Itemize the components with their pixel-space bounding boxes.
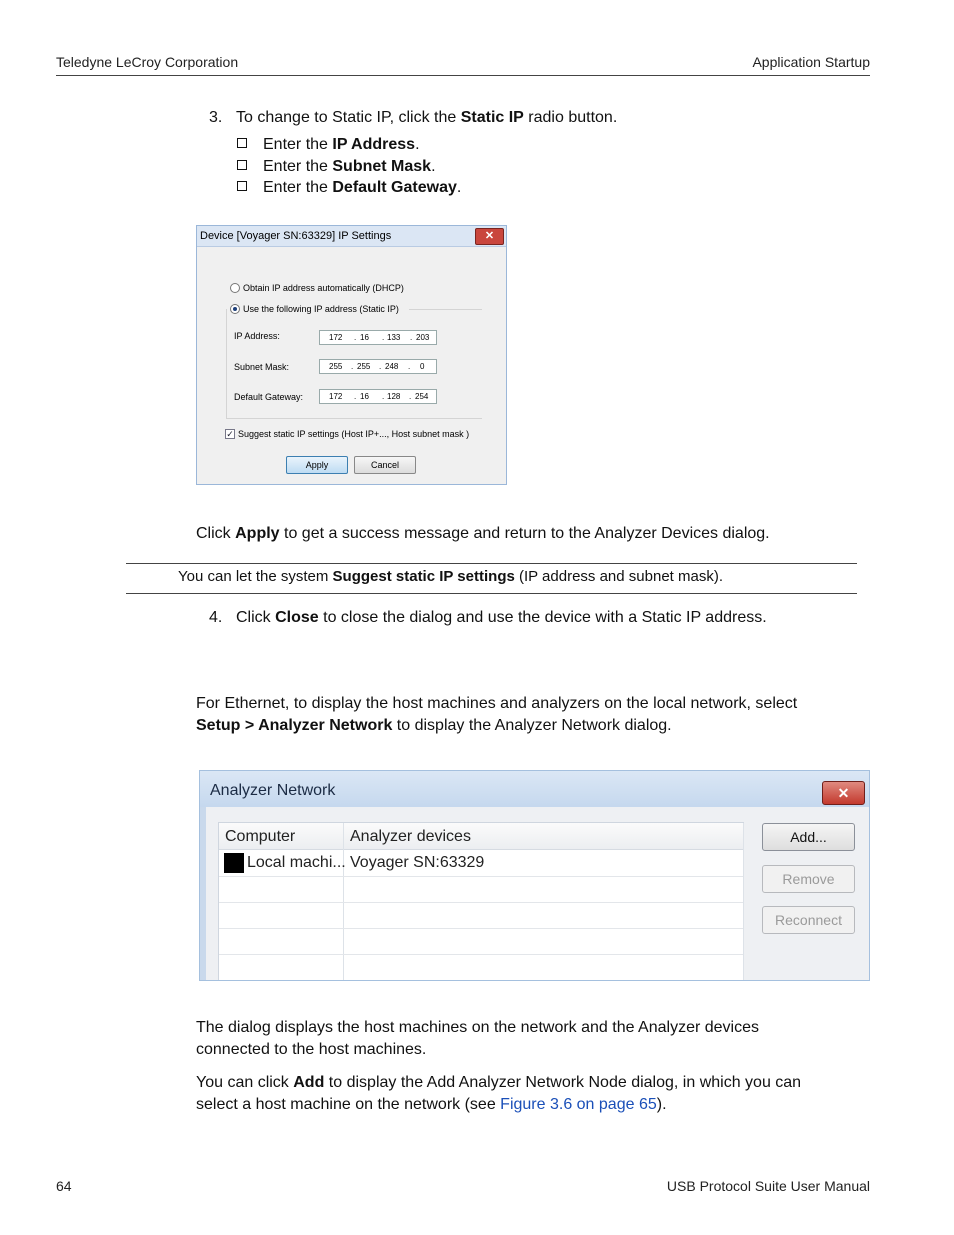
footer-title: USB Protocol Suite User Manual [666, 1178, 870, 1194]
gw-octet: 254 [415, 392, 429, 401]
note-pre: You can let the system [178, 568, 333, 585]
checkbox-bullet-icon [237, 181, 247, 191]
step4-text [236, 607, 767, 629]
gw-octet: 128 [387, 392, 401, 401]
apply-paragraph [196, 523, 770, 545]
ip-address-field[interactable]: 172 . 16 . 133 . 203 [319, 330, 437, 345]
reconnect-button[interactable]: Reconnect [762, 906, 855, 934]
ethernet-post: to display the Analyzer Network dialog. [392, 717, 672, 734]
bullet-post: . [456, 179, 462, 196]
default-gateway-field[interactable]: 172 . 16 . 128 . 254 [319, 389, 437, 404]
ethernet-line-1: For Ethernet, to display the host machines and analyzers on the local network, select [196, 695, 798, 712]
dialog-title: Device [Voyager SN:63329] IP Settings [197, 226, 506, 247]
mask-octet: 0 [420, 362, 425, 371]
header-rule [56, 75, 870, 76]
close-icon[interactable]: ✕ [822, 781, 865, 805]
ip-octet: 172 [329, 333, 343, 342]
note-text [178, 567, 723, 587]
analyzer-network-dialog [199, 770, 870, 981]
mask-octet: 255 [329, 362, 343, 371]
apply-post: to get a success message and return to the Analyzer Devices dialog. [279, 525, 770, 542]
group-bottom-border [226, 418, 482, 419]
note-post: (IP address and subnet mask). [514, 568, 723, 585]
close-icon[interactable]: ✕ [475, 228, 504, 245]
bullet-post: . [431, 158, 436, 175]
dhcp-label: Obtain IP address automatically (DHCP) [243, 283, 404, 293]
figure-link[interactable]: Figure 3.6 on page 65 [500, 1096, 657, 1113]
note-top-rule [126, 563, 857, 564]
header-right: Application Startup [752, 54, 870, 70]
step3-post: radio button. [523, 109, 618, 126]
network-grid[interactable] [218, 822, 744, 981]
row-device: Voyager SN:63329 [350, 854, 485, 871]
row-computer: Local machi... [247, 854, 346, 871]
add-post: to display the Add Analyzer Network Node dialog, in which you can [324, 1074, 802, 1091]
mask-octet: 255 [357, 362, 371, 371]
header-left: Teledyne LeCroy Corporation [56, 54, 239, 70]
bullet-bold: Default Gateway [332, 179, 457, 196]
table-row-empty [219, 929, 743, 955]
ethernet-bold: Setup > Analyzer Network [196, 717, 393, 734]
mask-octet: 248 [385, 362, 399, 371]
step4-pre: Click [236, 609, 276, 626]
gw-octet: 172 [329, 392, 343, 401]
grid-header [219, 823, 743, 850]
bullet-post: . [415, 136, 420, 153]
dialog-left-frame [200, 807, 206, 981]
apply-button[interactable]: Apply [286, 456, 348, 474]
dialog-para-line-2: connected to the host machines. [196, 1041, 427, 1058]
group-left-border [226, 309, 227, 419]
ip-octet: 133 [387, 333, 401, 342]
step3-pre: To change to Static IP, click the [236, 109, 461, 126]
table-row-empty [219, 903, 743, 929]
ethernet-line-2 [196, 715, 672, 737]
ip-octet: 203 [416, 333, 430, 342]
bullet-pre: Enter the [263, 158, 333, 175]
step3-bullet-3 [237, 177, 461, 199]
apply-pre: Click [196, 525, 236, 542]
apply-bold: Apply [235, 525, 280, 542]
static-ip-label: Use the following IP address (Static IP) [243, 304, 399, 314]
suggest-label: Suggest static IP settings (Host IP+..., Host subnet mask ) [238, 429, 470, 439]
table-row-empty [219, 955, 743, 981]
dialog-para-line-1: The dialog displays the host machines on the network and the Analyzer devices [196, 1019, 759, 1036]
ip-settings-dialog [196, 225, 507, 485]
bullet-bold: IP Address [332, 136, 416, 153]
table-row[interactable] [219, 849, 743, 877]
add-button[interactable]: Add... [762, 823, 855, 851]
column-header-computer[interactable]: Computer [225, 828, 296, 845]
step4-bold: Close [275, 609, 319, 626]
group-divider [409, 309, 482, 310]
dhcp-radio[interactable] [230, 283, 240, 293]
suggest-checkbox[interactable]: ✓ [226, 429, 234, 439]
note-bottom-rule [126, 593, 857, 594]
step4-number: 4. [209, 609, 223, 626]
column-divider [743, 823, 744, 981]
step3-text [236, 107, 617, 129]
remove-button[interactable]: Remove [762, 865, 855, 893]
step4-post: to close the dialog and use the device with a Static IP address. [318, 609, 767, 626]
checkbox-bullet-icon [237, 138, 247, 148]
table-row-empty [219, 877, 743, 903]
step3-bullet-2 [237, 156, 436, 178]
step3-bold: Static IP [460, 109, 524, 126]
ip-address-label: IP Address: [234, 331, 280, 341]
add-pre: You can click [196, 1074, 294, 1091]
step3-number: 3. [209, 109, 223, 126]
column-header-devices[interactable]: Analyzer devices [350, 828, 471, 845]
bullet-pre: Enter the [263, 179, 333, 196]
default-gateway-label: Default Gateway: [234, 392, 304, 402]
add-line2-post: ). [656, 1096, 667, 1113]
add-bold: Add [293, 1074, 325, 1091]
step3-bullet-1 [237, 134, 420, 156]
gw-octet: 16 [360, 392, 369, 401]
checkbox-bullet-icon [237, 160, 247, 170]
bullet-pre: Enter the [263, 136, 333, 153]
dialog-title: Analyzer Network [200, 771, 869, 807]
ip-octet: 16 [360, 333, 369, 342]
bullet-bold: Subnet Mask [332, 158, 432, 175]
note-bold: Suggest static IP settings [332, 568, 515, 585]
add-line2-pre: select a host machine on the network (see [196, 1096, 501, 1113]
subnet-mask-label: Subnet Mask: [234, 362, 290, 372]
subnet-mask-field[interactable]: 255 . 255 . 248 . 0 [319, 359, 437, 374]
static-ip-radio[interactable] [230, 304, 240, 314]
add-para-line-2 [196, 1094, 667, 1116]
computer-icon [224, 853, 244, 873]
add-para-line-1 [196, 1072, 801, 1094]
page-number: 64 [56, 1178, 72, 1194]
cancel-button[interactable]: Cancel [354, 456, 416, 474]
